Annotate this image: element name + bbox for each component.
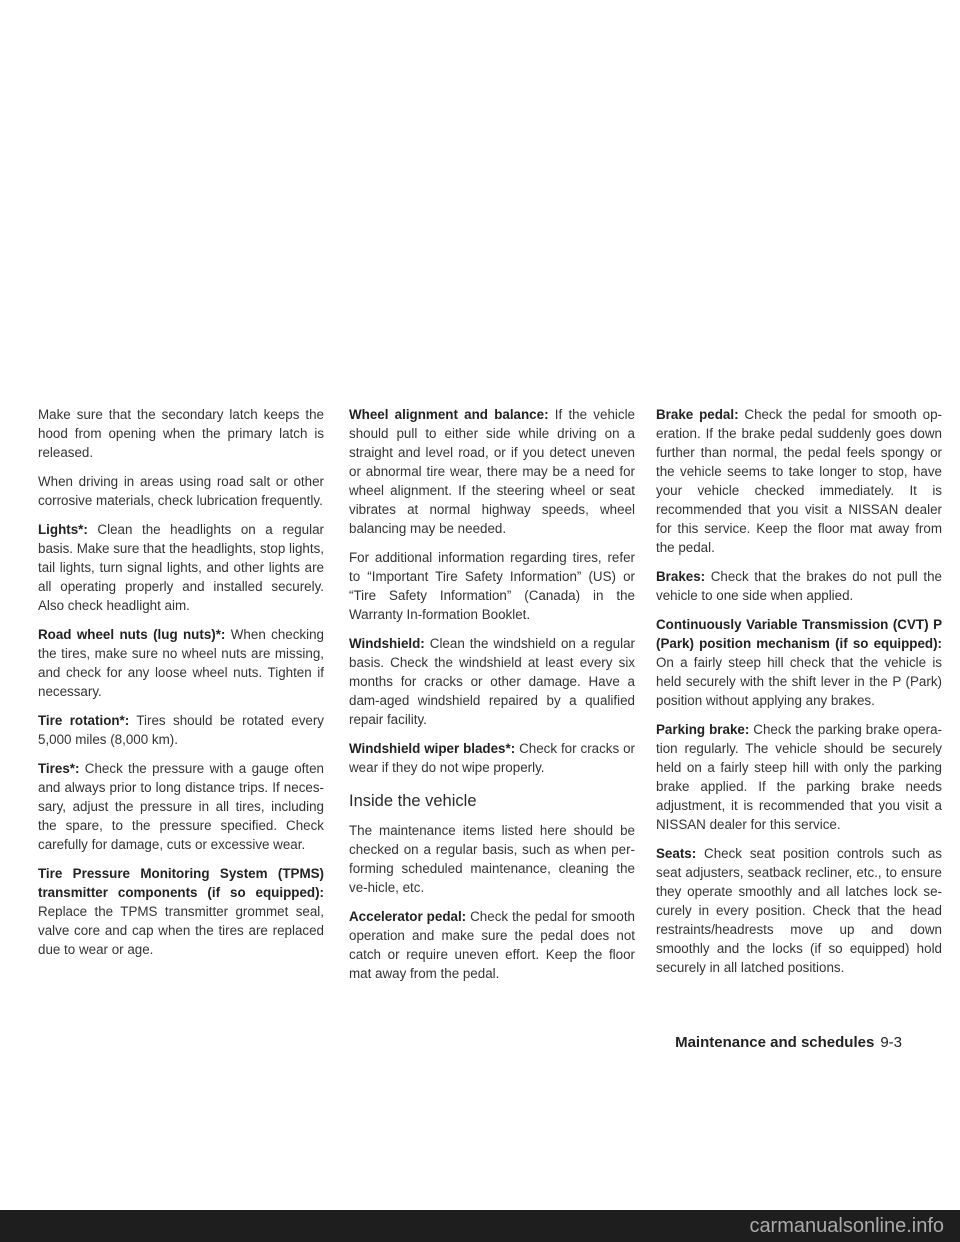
term-seats: Seats: bbox=[656, 846, 697, 861]
text-column-3 bbox=[656, 405, 942, 987]
text-seats: Check seat position controls such as seat adjusters, seatback recliner, etc., to ensure they operate smoothly and all latches lock se-curely in every position. Check that the head restraints/headrests move up and down smoothly and the locks (if so equipped) hold securely in all latched positions. bbox=[656, 846, 942, 975]
paragraph-tire-info: For additional information regarding tires, refer to “Important Tire Safety Information” (US) or “Tire Safety Information” (Canada) in the Warranty In-formation Booklet. bbox=[349, 550, 635, 622]
paragraph-road-wheel-nuts bbox=[38, 625, 324, 701]
term-tires: Tires*: bbox=[38, 761, 80, 776]
paragraph-secondary-latch: Make sure that the secondary latch keeps the hood from opening when the primary latch is released. bbox=[38, 407, 324, 460]
text-parking-brake: Check the parking brake opera-tion regularly. The vehicle should be securely held on a fairly steep hill with only the parking brake applied. If the parking brake needs adjustment, it is recommended that you visit a NISSAN dealer for this service. bbox=[656, 722, 942, 832]
text-tires: Check the pressure with a gauge often and always prior to long distance trips. If neces-sary, adjust the pressure in all tires, including the spare, to the pressure specified. Check carefully for damage, cuts or excessive wear. bbox=[38, 761, 324, 852]
text-brake-pedal: Check the pedal for smooth op-eration. If the brake pedal suddenly goes down further than normal, the pedal feels spongy or the vehicle seems to take longer to stop, have your vehicle checked immediately. It is recommended that you visit a NISSAN dealer for this service. Keep the floor mat away from the pedal. bbox=[656, 407, 942, 555]
text-road-wheel-nuts: When checking the tires, make sure no wheel nuts are missing, and check for any loose wheel nuts. Tighten if necessary. bbox=[38, 627, 324, 699]
paragraph-parking-brake bbox=[656, 720, 942, 834]
text-wiper-blades: Check for cracks or wear if they do not wipe properly. bbox=[349, 741, 635, 775]
footer-page-number: 9-3 bbox=[880, 1034, 902, 1051]
paragraph-wheel-alignment bbox=[349, 405, 635, 538]
text-tpms: Replace the TPMS transmitter grommet seal, valve core and cap when the tires are replaced due to wear or age. bbox=[38, 904, 324, 957]
paragraph-accelerator bbox=[349, 907, 635, 983]
paragraph-wiper-blades bbox=[349, 739, 635, 777]
text-column-2 bbox=[349, 405, 635, 993]
term-tire-rotation: Tire rotation*: bbox=[38, 713, 130, 728]
term-cvt: Continuously Variable Transmission (CVT) P (Park) position mechanism (if so equipped): bbox=[656, 617, 942, 651]
term-brake-pedal: Brake pedal: bbox=[656, 407, 739, 422]
paragraph-lights bbox=[38, 520, 324, 615]
term-brakes: Brakes: bbox=[656, 569, 706, 584]
term-lights: Lights*: bbox=[38, 522, 88, 537]
watermark-bar bbox=[0, 1210, 960, 1242]
term-wiper-blades: Windshield wiper blades*: bbox=[349, 741, 516, 756]
term-road-wheel-nuts: Road wheel nuts (lug nuts)*: bbox=[38, 627, 226, 642]
paragraph-tpms bbox=[38, 864, 324, 959]
text-brakes: Check that the brakes do not pull the vehicle to one side when applied. bbox=[656, 569, 942, 603]
paragraph-brake-pedal bbox=[656, 405, 942, 557]
text-column-1 bbox=[38, 405, 324, 969]
paragraph-tire-rotation bbox=[38, 711, 324, 749]
paragraph-road-salt: When driving in areas using road salt or other corrosive materials, check lubrication frequently. bbox=[38, 474, 324, 508]
text-lights: Clean the headlights on a regular basis. Make sure that the headlights, stop lights, tail lights, turn signal lights, and other lights are all operating properly and installed securely. Also check headlight aim. bbox=[38, 522, 324, 613]
text-accelerator: Check the pedal for smooth operation and make sure the pedal does not catch or require uneven effort. Keep the floor mat away from the pedal. bbox=[349, 909, 635, 981]
paragraph-windshield bbox=[349, 634, 635, 729]
term-tpms: Tire Pressure Monitoring System (TPMS) transmitter components (if so equipped): bbox=[38, 866, 324, 900]
term-windshield: Windshield: bbox=[349, 636, 425, 651]
section-heading-inside-vehicle: Inside the vehicle bbox=[349, 792, 477, 810]
footer-section-name: Maintenance and schedules bbox=[675, 1034, 875, 1051]
text-cvt: On a fairly steep hill check that the vehicle is held securely with the shift lever in the P (Park) position without applying any brakes. bbox=[656, 655, 942, 708]
paragraph-tires bbox=[38, 759, 324, 854]
text-wheel-alignment: If the vehicle should pull to either side while driving on a straight and level road, or if you detect uneven or abnormal tire wear, there may be a need for wheel alignment. If the steering wheel or seat vibrates at normal highway speeds, wheel balancing may be needed. bbox=[349, 407, 635, 536]
text-windshield: Clean the windshield on a regular basis. Check the windshield at least every six months for cracks or other damage. Have a dam-aged windshield repaired by a qualified repair facility. bbox=[349, 636, 635, 727]
watermark-text: carmanualsonline.info bbox=[749, 1215, 944, 1237]
paragraph-inside-intro: The maintenance items listed here should be checked on a regular basis, such as when per-forming scheduled maintenance, cleaning the ve-hicle, etc. bbox=[349, 823, 635, 895]
term-accelerator: Accelerator pedal: bbox=[349, 909, 467, 924]
term-parking-brake: Parking brake: bbox=[656, 722, 750, 737]
paragraph-seats bbox=[656, 844, 942, 977]
text-tire-rotation: Tires should be rotated every 5,000 miles (8,000 km). bbox=[38, 713, 324, 747]
paragraph-brakes bbox=[656, 567, 942, 605]
term-wheel-alignment: Wheel alignment and balance: bbox=[349, 407, 549, 422]
page-footer bbox=[675, 1033, 902, 1053]
paragraph-cvt bbox=[656, 615, 942, 710]
